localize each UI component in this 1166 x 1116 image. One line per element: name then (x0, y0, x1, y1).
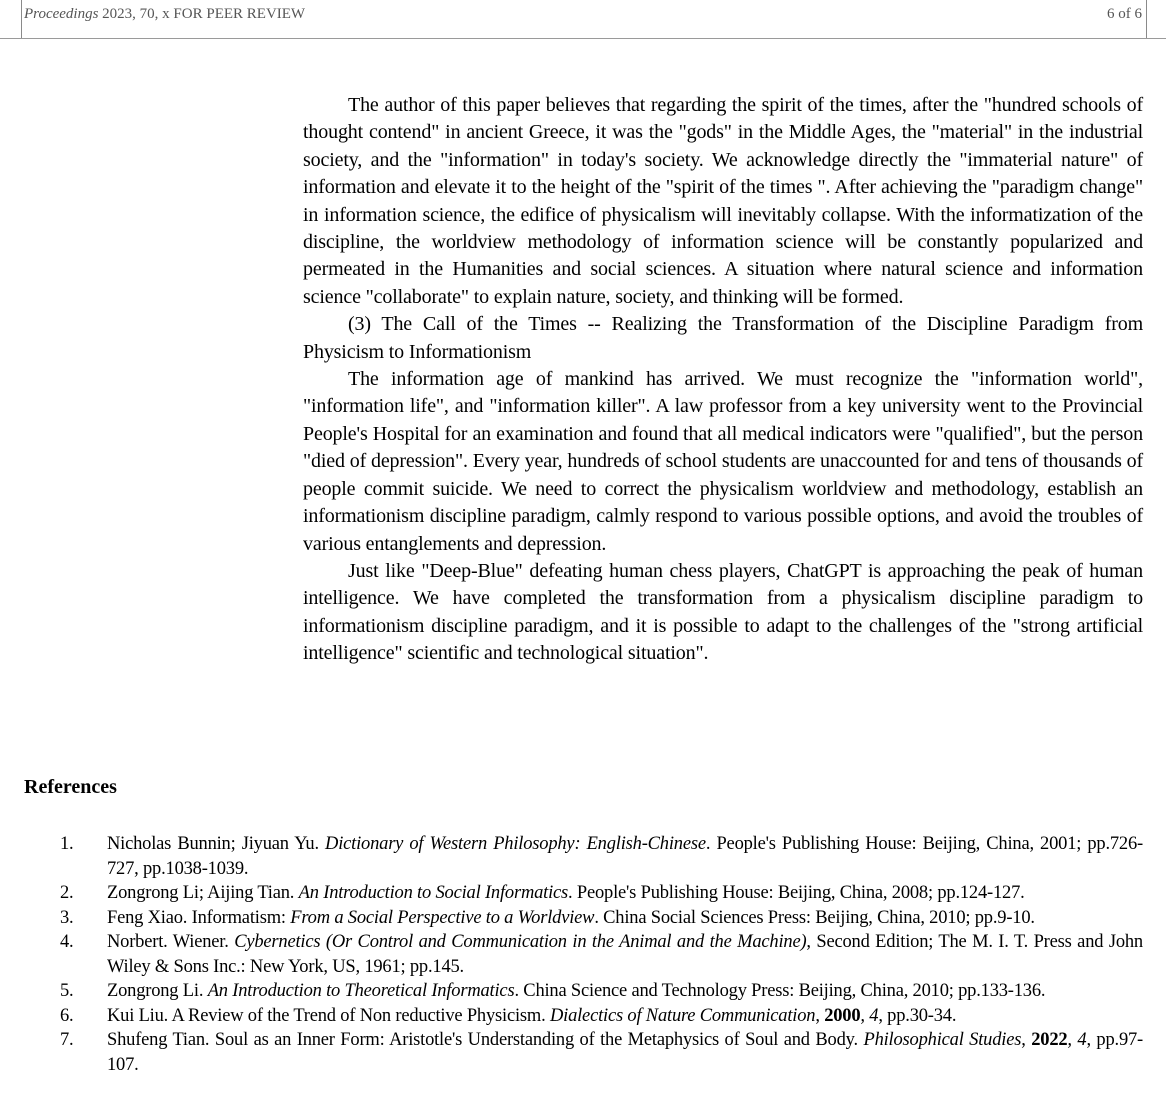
reference-journal: Philosophical Studies (863, 1030, 1022, 1050)
reference-publisher: . People's Publishing House: Beijing, China, 2008; pp.124-127. (568, 883, 1025, 903)
reference-item (60, 906, 1143, 931)
paragraph-spirit-of-times: The author of this paper believes that regarding the spirit of the times, after the "hundred schools of thought contend" in ancient Greece, it was the "gods" in the Middle Ages, the "material" in the industrial society, and the "information" in today's society. We acknowledge directly the "immaterial nature" of information and elevate it to the height of the "spirit of the times ". After achieving the "paradigm change" in information science, the edifice of physicalism will inevitably collapse. With the informatization of the discipline, the worldview methodology of information science will be constantly popularized and permeated in the Humanities and social sciences. A situation where natural science and information science "collaborate" to explain nature, society, and thinking will be formed. (303, 94, 1143, 308)
references-heading: References (24, 776, 117, 798)
reference-authors: Zongrong Li. (107, 981, 208, 1001)
reference-title: Dictionary of Western Philosophy: English-Chinese (325, 834, 706, 854)
reference-title: An Introduction to Theoretical Informatics (207, 981, 515, 1001)
reference-publisher: . China Social Sciences Press: Beijing, China, 2010; pp.9-10. (594, 907, 1035, 928)
reference-title: Cybernetics (Or Control and Communication in the Animal and the Machine) (234, 932, 807, 952)
reference-year: 2022 (1031, 1030, 1068, 1050)
body-text (303, 92, 1143, 668)
reference-publisher: , Second Edition; The M. I. T. Press and John Wiley & Sons Inc.: New York, US, 1961; pp.145. (107, 932, 1143, 977)
reference-publisher: . People's Publishing House: Beijing, China, 2001; pp.726-727, pp.1038-1039. (107, 834, 1143, 879)
journal-details: 2023, 70, x FOR PEER REVIEW (102, 6, 306, 22)
reference-number: 2. (60, 883, 74, 903)
reference-year: 2000 (824, 1005, 861, 1026)
reference-number: 1. (60, 834, 74, 854)
reference-authors: Shufeng Tian. Soul as an Inner Form: Aristotle's Understanding of the Metaphysics of Soul and Body. (107, 1030, 864, 1050)
reference-authors: Feng Xiao. Informatism: (107, 907, 291, 928)
reference-authors: Zongrong Li; Aijing Tian. (107, 883, 299, 903)
reference-list (60, 832, 1143, 1077)
page-number: 6 of 6 (1107, 6, 1142, 22)
journal-name: Proceedings (24, 6, 99, 22)
reference-title: From a Social Perspective to a Worldview (290, 907, 595, 928)
reference-item (60, 1028, 1143, 1077)
reference-journal: Dialectics of Nature Communication (549, 1005, 816, 1026)
paragraph-chatgpt: Just like "Deep-Blue" defeating human chess players, ChatGPT is approaching the peak of human intelligence. We have completed the transformation from a physicalism discipline paradigm to informationism discipline paradigm, and it is possible to adapt to the challenges of the "strong artificial intelligence" scientific and technological situation". (303, 559, 1143, 665)
reference-authors: Nicholas Bunnin; Jiyuan Yu. (107, 834, 326, 854)
reference-number: 4. (60, 932, 74, 952)
reference-volume: , 4 (860, 1005, 879, 1026)
subsection-heading: (3) The Call of the Times -- Realizing the Transformation of the Discipline Paradigm from Physicism to Informationism (303, 313, 1143, 363)
reference-pages: , pp.30-34. (878, 1005, 957, 1026)
reference-publisher: . China Science and Technology Press: Beijing, China, 2010; pp.133-136. (514, 981, 1046, 1001)
reference-item (60, 881, 1143, 906)
paragraph-information-age: The information age of mankind has arrived. We must recognize the "information world", "information life", and "information killer". A law professor from a key university went to the Provincial People's Hospital for an examination and found that all medical indicators were "qualified", but the person "died of depression". Every year, hundreds of school students are unaccounted for and tens of thousands of people commit suicide. We need to correct the physicalism worldview and methodology, establish an informationism discipline paradigm, calmly respond to various possible options, and avoid the troubles of various entanglements and depression. (303, 368, 1143, 555)
reference-authors: Norbert. Wiener. (107, 932, 235, 952)
reference-title: An Introduction to Social Informatics (298, 883, 569, 903)
header-rule (0, 38, 1166, 39)
reference-number: 5. (60, 981, 74, 1001)
reference-item (60, 832, 1143, 881)
reference-pages: , pp.97-107. (107, 1030, 1144, 1075)
reference-number: 3. (60, 907, 74, 928)
reference-volume: , 4 (1067, 1030, 1087, 1050)
reference-authors: Kui Liu. A Review of the Trend of Non reductive Physicism. (107, 1005, 550, 1026)
reference-number: 6. (60, 1005, 74, 1026)
reference-item (60, 979, 1143, 1004)
reference-item (60, 930, 1143, 979)
running-header-citation (24, 6, 305, 23)
reference-separator: , (1021, 1030, 1032, 1050)
reference-separator: , (815, 1005, 825, 1026)
reference-number: 7. (60, 1030, 74, 1050)
reference-item (60, 1004, 1143, 1029)
